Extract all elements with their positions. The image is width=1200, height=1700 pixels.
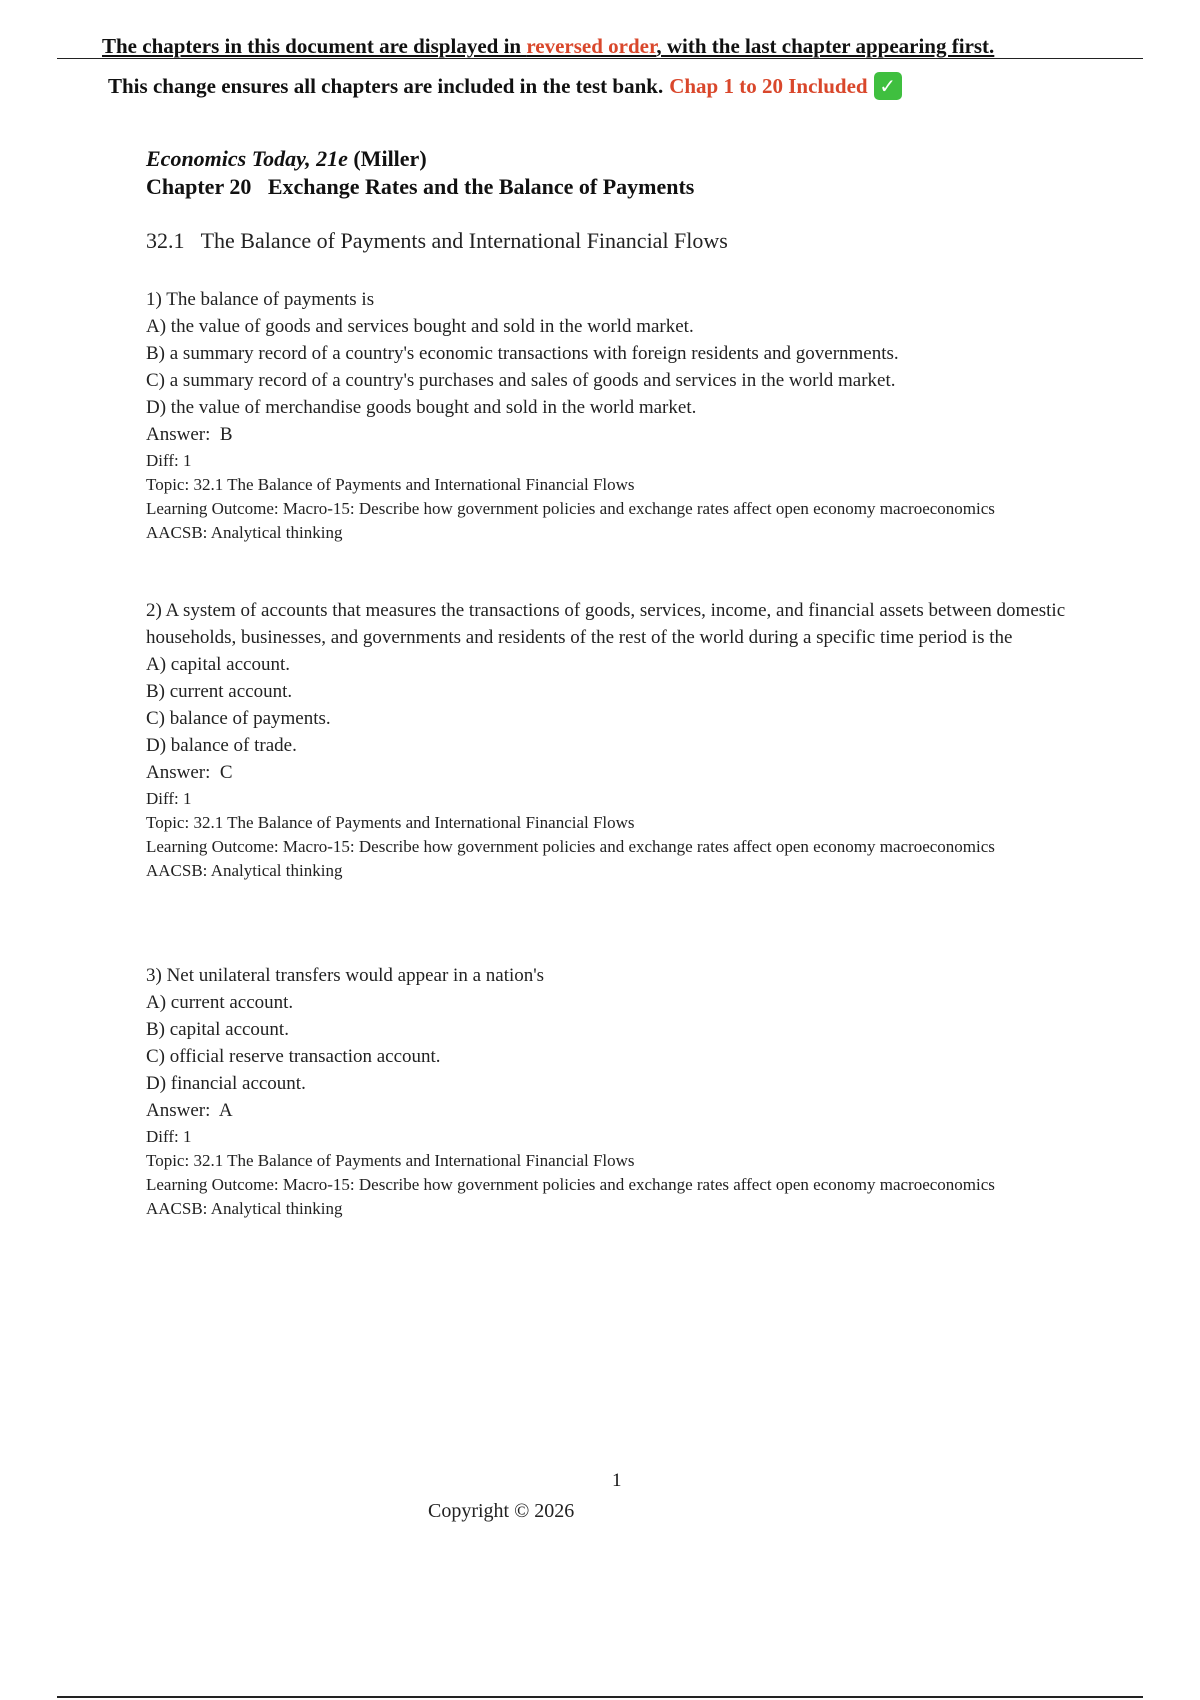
topic: Topic: 32.1 The Balance of Payments and International Financial Flows	[146, 475, 635, 494]
book-title	[146, 146, 427, 172]
question-1	[146, 286, 1096, 545]
choice-c: C) official reserve transaction account.	[146, 1046, 441, 1067]
choice-d: D) balance of trade.	[146, 735, 297, 756]
bottom-divider	[57, 1696, 1143, 1698]
banner-notice-line-1	[102, 34, 994, 59]
book-title-italic: Economics Today, 21e	[146, 146, 348, 171]
choice-b: B) capital account.	[146, 1019, 289, 1040]
choice-d: D) the value of merchandise goods bought and sold in the world market.	[146, 397, 697, 418]
section-title: 32.1 The Balance of Payments and International Financial Flows	[146, 228, 728, 253]
choice-d: D) financial account.	[146, 1073, 306, 1094]
difficulty: Diff: 1	[146, 451, 192, 470]
banner-line2-text: This change ensures all chapters are included in the test bank.	[108, 73, 664, 98]
question-stem: 2) A system of accounts that measures the transactions of goods, services, income, and financial assets between domestic households, businesses, and governments and residents of the rest of the world during a specific time period is the	[146, 600, 1066, 648]
chapter-title: Chapter 20 Exchange Rates and the Balance of Payments	[146, 174, 695, 199]
choice-c: C) balance of payments.	[146, 708, 331, 729]
choice-a: A) capital account.	[146, 654, 291, 675]
learning-outcome: Learning Outcome: Macro-15: Describe how government policies and exchange rates affect open economy macroeconomics	[146, 1175, 995, 1194]
learning-outcome: Learning Outcome: Macro-15: Describe how government policies and exchange rates affect open economy macroeconomics	[146, 499, 995, 518]
page-number: 1	[612, 1470, 622, 1491]
check-mark-button-icon: ✓	[874, 72, 902, 100]
book-author: (Miller)	[347, 146, 427, 171]
answer: Answer: C	[146, 762, 233, 783]
topic: Topic: 32.1 The Balance of Payments and International Financial Flows	[146, 1151, 635, 1170]
reversed-order-highlight: reversed order	[526, 34, 657, 58]
question-3	[146, 962, 1096, 1221]
aacsb: AACSB: Analytical thinking	[146, 523, 343, 542]
difficulty: Diff: 1	[146, 789, 192, 808]
aacsb: AACSB: Analytical thinking	[146, 861, 343, 880]
copyright: Copyright © 2026	[428, 1500, 575, 1522]
banner-line1-suffix: , with the last chapter appearing first.	[656, 34, 995, 58]
question-stem: 1) The balance of payments is	[146, 289, 375, 310]
answer: Answer: A	[146, 1100, 233, 1121]
banner-line1-text: The chapters in this document are displayed in	[102, 34, 527, 58]
banner-divider	[57, 58, 1143, 59]
topic: Topic: 32.1 The Balance of Payments and International Financial Flows	[146, 813, 635, 832]
difficulty: Diff: 1	[146, 1127, 192, 1146]
aacsb: AACSB: Analytical thinking	[146, 1199, 343, 1218]
chapters-included-highlight: Chap 1 to 20 Included	[669, 73, 868, 98]
choice-a: A) the value of goods and services bought and sold in the world market.	[146, 316, 694, 337]
answer: Answer: B	[146, 424, 233, 445]
banner-notice-line-2	[108, 72, 902, 100]
choice-b: B) a summary record of a country's economic transactions with foreign residents and governments.	[146, 343, 899, 364]
question-2	[146, 597, 1096, 883]
learning-outcome: Learning Outcome: Macro-15: Describe how government policies and exchange rates affect open economy macroeconomics	[146, 837, 995, 856]
choice-c: C) a summary record of a country's purchases and sales of goods and services in the world market.	[146, 370, 896, 391]
choice-a: A) current account.	[146, 992, 294, 1013]
question-stem: 3) Net unilateral transfers would appear in a nation's	[146, 965, 545, 986]
choice-b: B) current account.	[146, 681, 293, 702]
